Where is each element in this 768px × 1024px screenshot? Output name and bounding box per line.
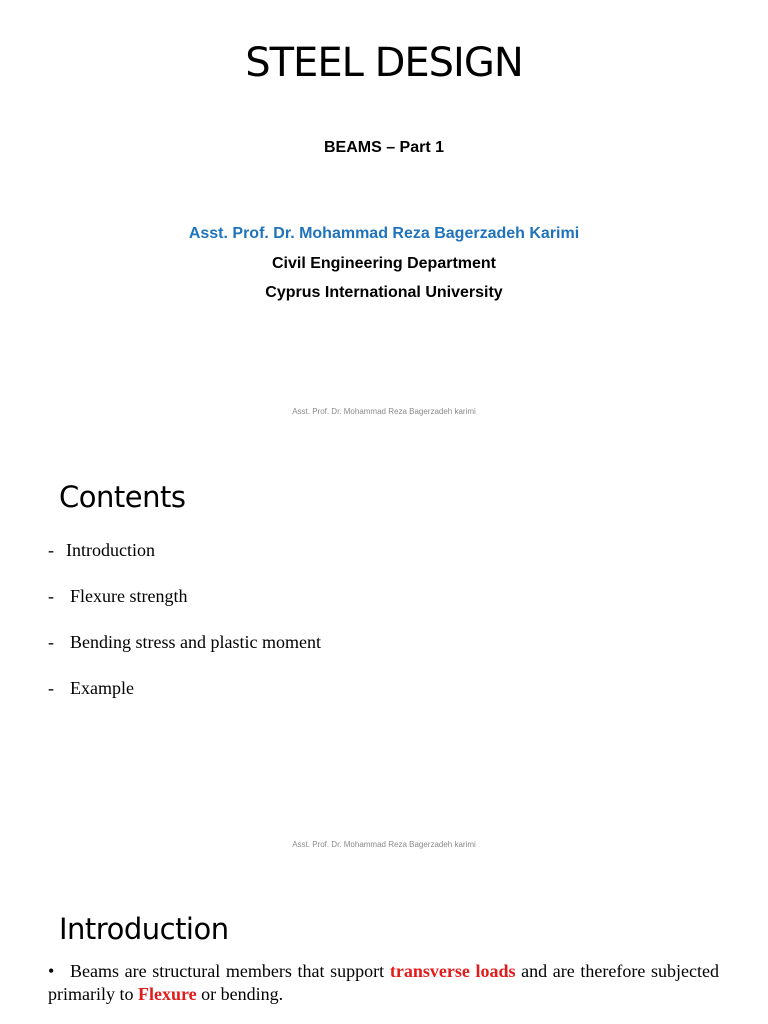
slide-footer: Asst. Prof. Dr. Mohammad Reza Bagerzadeh karimi xyxy=(292,840,476,849)
slide-title xyxy=(0,0,768,432)
intro-text-3: or bending. xyxy=(201,984,284,1004)
department-name: Civil Engineering Department xyxy=(271,255,497,272)
dash-marker: - xyxy=(48,540,54,560)
list-item xyxy=(48,540,321,586)
list-item-label: Flexure strength xyxy=(70,586,188,606)
intro-paragraph xyxy=(48,960,719,1006)
contents-heading: Contents xyxy=(59,480,186,514)
highlight-flexure: Flexure xyxy=(137,984,197,1004)
university-name: Cyprus International University xyxy=(265,284,503,301)
slide-footer: Asst. Prof. Dr. Mohammad Reza Bagerzadeh karimi xyxy=(292,407,476,416)
list-item xyxy=(48,678,321,724)
intro-text-2: and are therefore subjected primarily to xyxy=(48,961,720,1004)
list-item xyxy=(48,586,321,632)
list-item xyxy=(48,632,321,678)
slide-introduction xyxy=(0,864,768,1024)
subtitle: BEAMS – Part 1 xyxy=(323,139,445,156)
introduction-heading: Introduction xyxy=(59,912,229,946)
slide-contents xyxy=(0,432,768,864)
list-item-label: Bending stress and plastic moment xyxy=(70,632,321,652)
bullet-icon: • xyxy=(48,961,55,981)
intro-text-1: Beams are structural members that support xyxy=(70,961,385,981)
dash-marker: - xyxy=(48,678,54,698)
contents-list xyxy=(48,540,321,724)
dash-marker: - xyxy=(48,632,54,652)
list-item-label: Introduction xyxy=(66,540,155,560)
highlight-transverse-loads: transverse loads xyxy=(389,961,516,981)
author-name: Asst. Prof. Dr. Mohammad Reza Bagerzadeh Karimi xyxy=(188,225,580,242)
list-item-label: Example xyxy=(70,678,134,698)
dash-marker: - xyxy=(48,586,54,606)
page-title: STEEL DESIGN xyxy=(245,40,523,86)
